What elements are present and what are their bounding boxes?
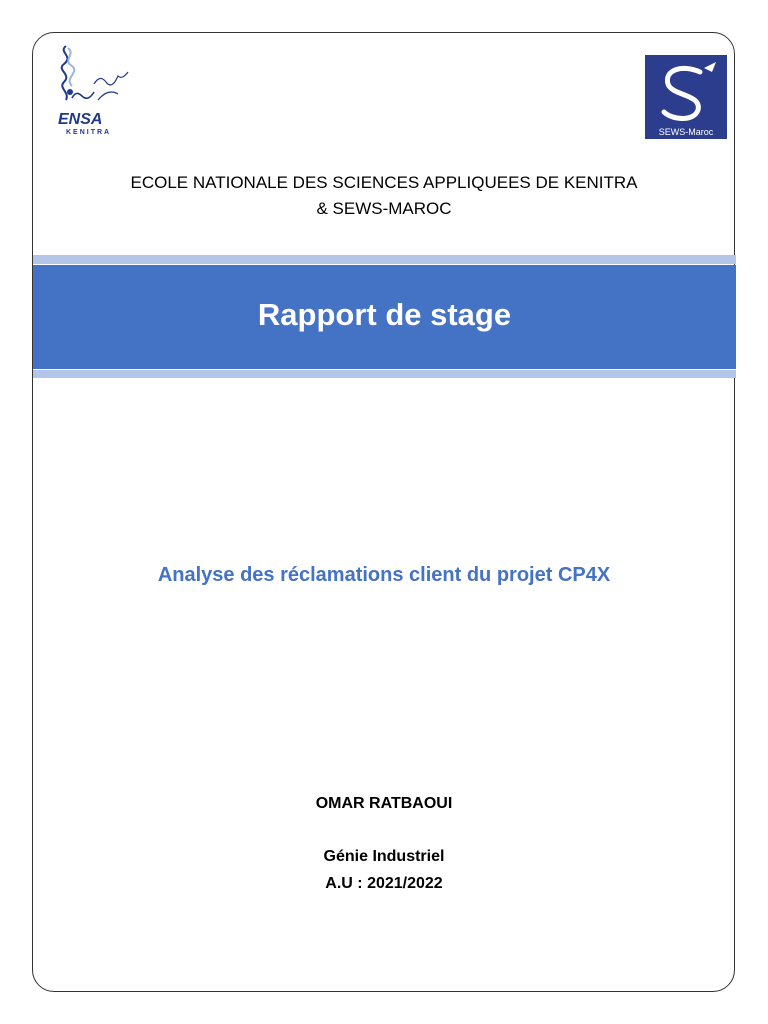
school-line-2: & SEWS-MAROC — [316, 199, 452, 218]
report-title: Rapport de stage — [257, 297, 512, 332]
ensa-logo — [50, 42, 140, 137]
school-line-1: ECOLE NATIONALE DES SCIENCES APPLIQUEES DE KENITRA — [130, 173, 638, 192]
title-banner — [33, 265, 736, 369]
ensa-logo-text: ENSA — [58, 111, 103, 128]
banner-bottom-stripe — [33, 370, 736, 378]
ensa-logo-subtext: KENITRA — [66, 129, 112, 136]
sews-logo-text: SEWS-Maroc — [658, 127, 714, 137]
author-field: Génie Industriel — [323, 848, 445, 865]
report-subject: Analyse des réclamations client du projet CP4X — [157, 564, 611, 586]
academic-year: A.U : 2021/2022 — [325, 875, 443, 892]
author-name: OMAR RATBAOUI — [315, 795, 453, 812]
banner-top-stripe — [33, 255, 736, 264]
school-heading — [40, 170, 728, 222]
sews-maroc-logo — [644, 54, 728, 140]
